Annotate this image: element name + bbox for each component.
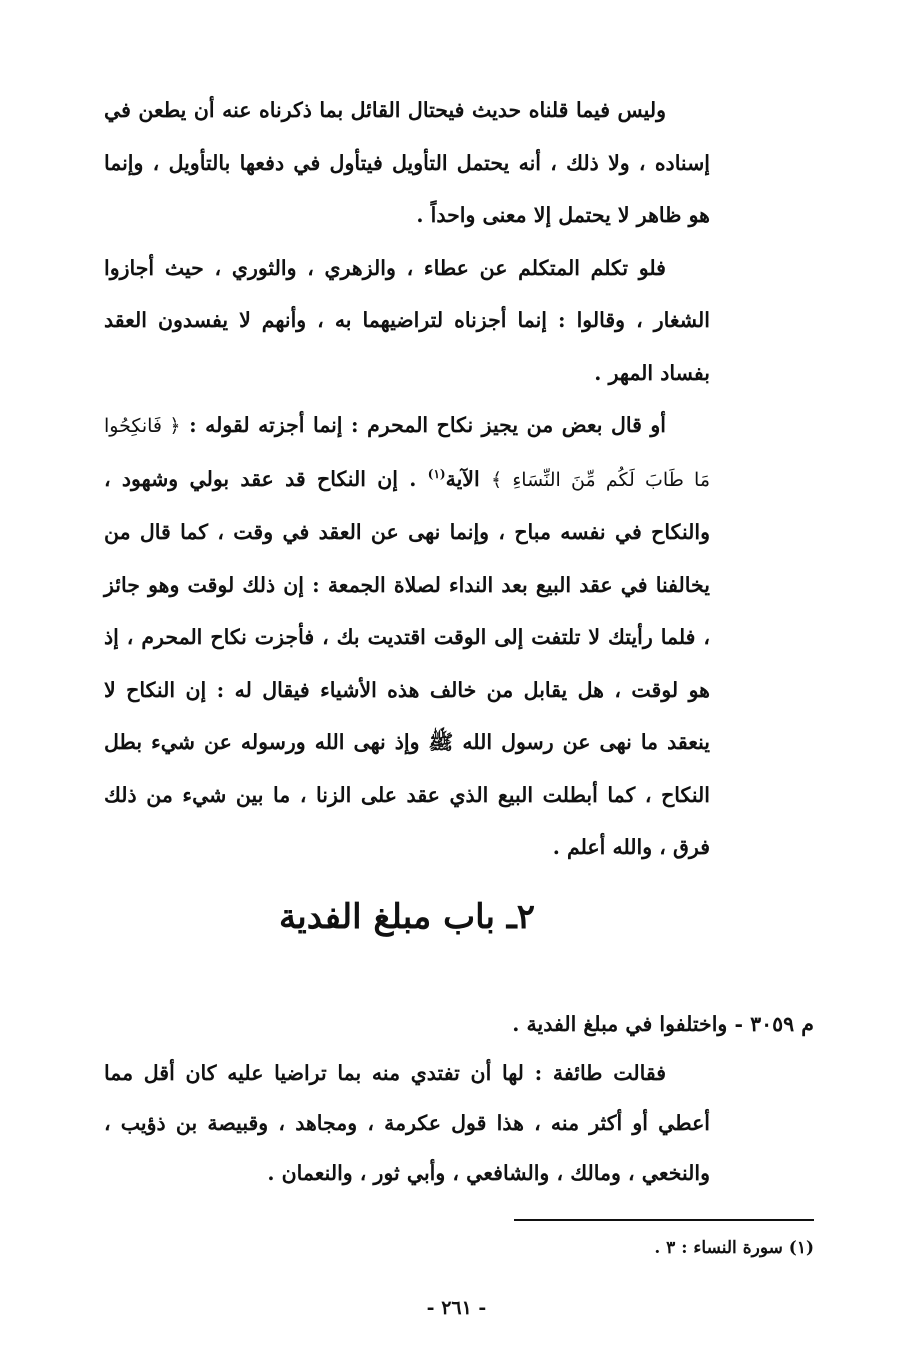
footnote: (١) سورة النساء : ٣ . [654, 1238, 814, 1258]
main-text [104, 84, 710, 874]
page-number: - ٢٦١ - [426, 1297, 487, 1319]
paragraph-2: فلو تكلم المتكلم عن عطاء ، والزهري ، والثوري ، حيث أجازوا الشغار ، وقالوا : إنما أجزناه لتراضيهما به ، وأنهم لا يفسدون العقد بفساد المهر . [104, 255, 710, 385]
chapter-title: ٢ـ باب مبلغ الفدية [279, 897, 535, 937]
main-text-2 [104, 1048, 710, 1198]
footnote-marker: (١) [427, 466, 446, 481]
verse-word: الآية [445, 466, 480, 491]
quran-quote: ﴿ فَانكِحُوا مَا طَابَ لَكُم مِّنَ النِّسَاءِ ﴾ [104, 415, 711, 491]
paragraph-3 [104, 399, 710, 874]
issue-heading: م ٣٠٥٩ - واختلفوا في مبلغ الفدية . [512, 1012, 814, 1036]
paragraph-3-body: . إن النكاح قد عقد بولي وشهود ، والنكاح في نفسه مباح ، وإنما نهى عن العقد في وقت ، كما قال من يخالفنا في عقد البيع بعد النداء لصلاة الجمعة : إن ذلك لوقت وهو جائز ، فلما رأيتك لا تلتفت إلى الوقت اقتديت بك ، فأجزت نكاح المحرم ، إذ هو لوقت ، هل يقابل من خالف هذه الأشياء فيقال له : إن النكاح لا ينعقد ما نهى عن رسول الله ﷺ وإذ نهى الله ورسوله عن شيء بطل النكاح ، كما أبطلت البيع الذي عقد على الزنا ، ما بين شيء من ذلك فرق ، والله أعلم . [104, 466, 710, 859]
paragraph-3-intro: أو قال بعض من يجيز نكاح المحرم : إنما أجزته لقوله : [189, 413, 666, 437]
footnote-divider [514, 1219, 814, 1221]
paragraph-1: وليس فيما قلناه حديث فيحتال القائل بما ذكرناه عنه أن يطعن في إسناده ، ولا ذلك ، أنه يحتمل التأويل فيتأول في دفعها بالتأويل ، وإنما هو ظاهر لا يحتمل إلا معنى واحداً . [104, 98, 710, 227]
paragraph-4: فقالت طائفة : لها أن تفتدي منه بما تراضيا عليه كان أقل مما أعطي أو أكثر منه ، هذا قول عكرمة ، ومجاهد ، وقبيصة بن ذؤيب ، والنخعي ، ومالك ، والشافعي ، وأبي ثور ، والنعمان . [104, 1061, 710, 1185]
